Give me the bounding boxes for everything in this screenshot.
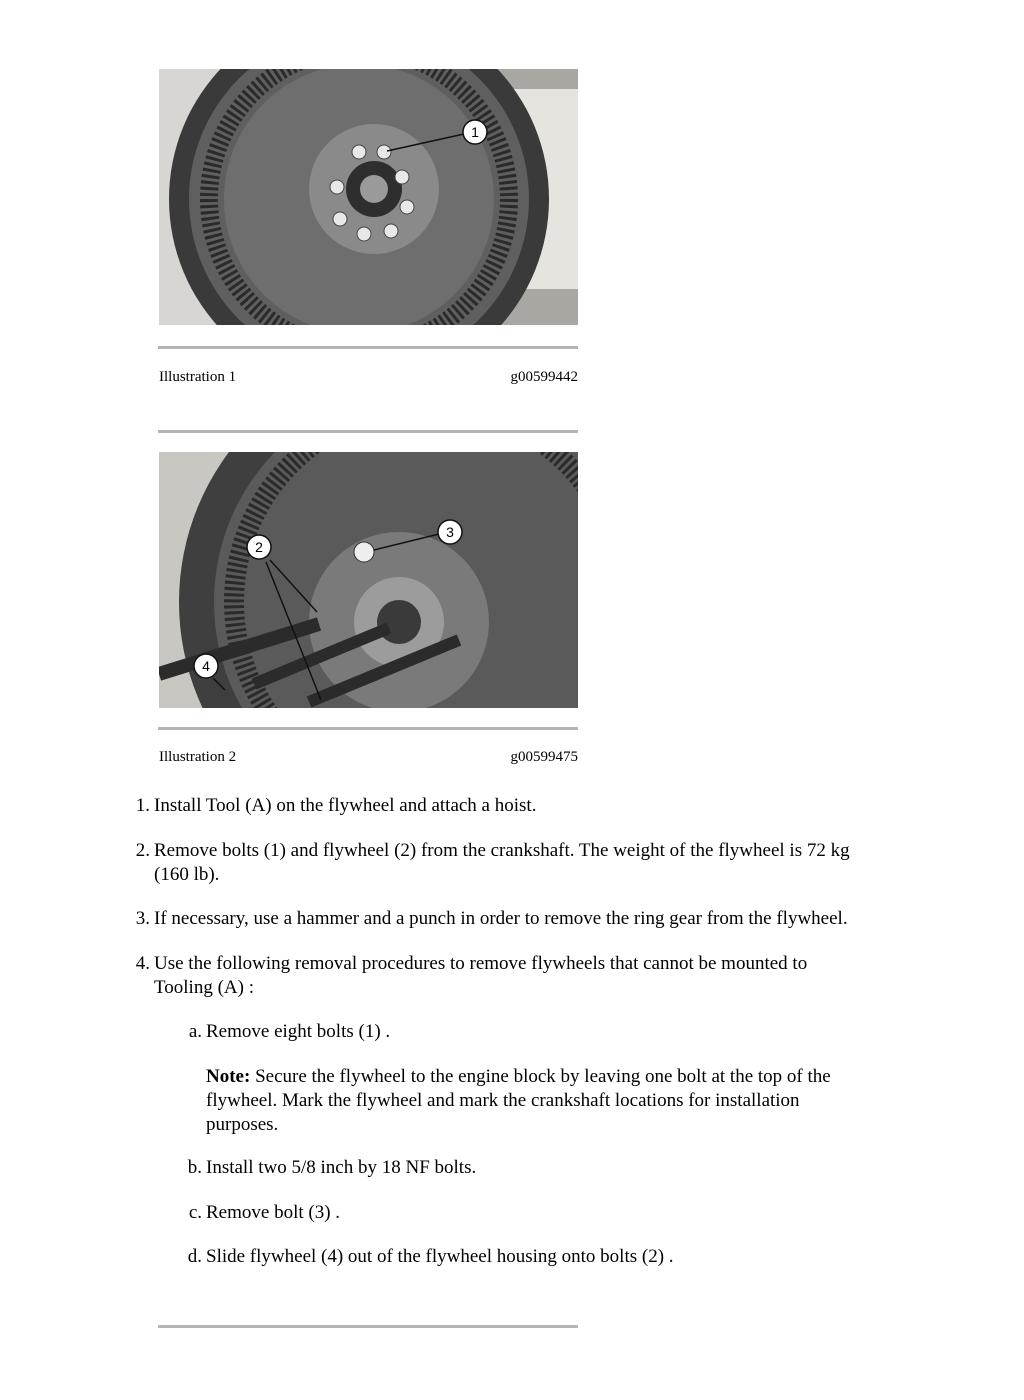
step-2: 2. Remove bolts (1) and flywheel (2) from the crankshaft. The weight of the flywheel is 72 kg (160 lb). <box>135 840 850 885</box>
note-label: Note: <box>206 1066 251 1087</box>
svg-text:2: 2 <box>255 539 263 555</box>
figure-number: Illustration 2 <box>159 749 237 765</box>
note-block: Note: Secure the flywheel to the engine block by leaving one bolt at the top of the flywheel. Mark the flywheel and mark the crankshaft locations for installation purposes. <box>206 1066 831 1135</box>
divider <box>158 430 578 433</box>
figure-number: Illustration 1 <box>159 369 237 385</box>
step-4: 4. Use the following removal procedures to remove flywheels that cannot be mounted to Tooling (A) : <box>135 953 808 998</box>
figure-id: g00599442 <box>510 369 578 385</box>
figure-id: g00599475 <box>510 749 578 765</box>
divider <box>158 1325 578 1328</box>
divider <box>158 346 578 349</box>
svg-text:1: 1 <box>471 124 479 140</box>
divider <box>158 727 578 730</box>
flywheel-photo-1 <box>159 69 578 325</box>
svg-text:4: 4 <box>202 658 210 674</box>
svg-text:3: 3 <box>446 524 454 540</box>
flywheel-photo-2 <box>159 452 578 708</box>
